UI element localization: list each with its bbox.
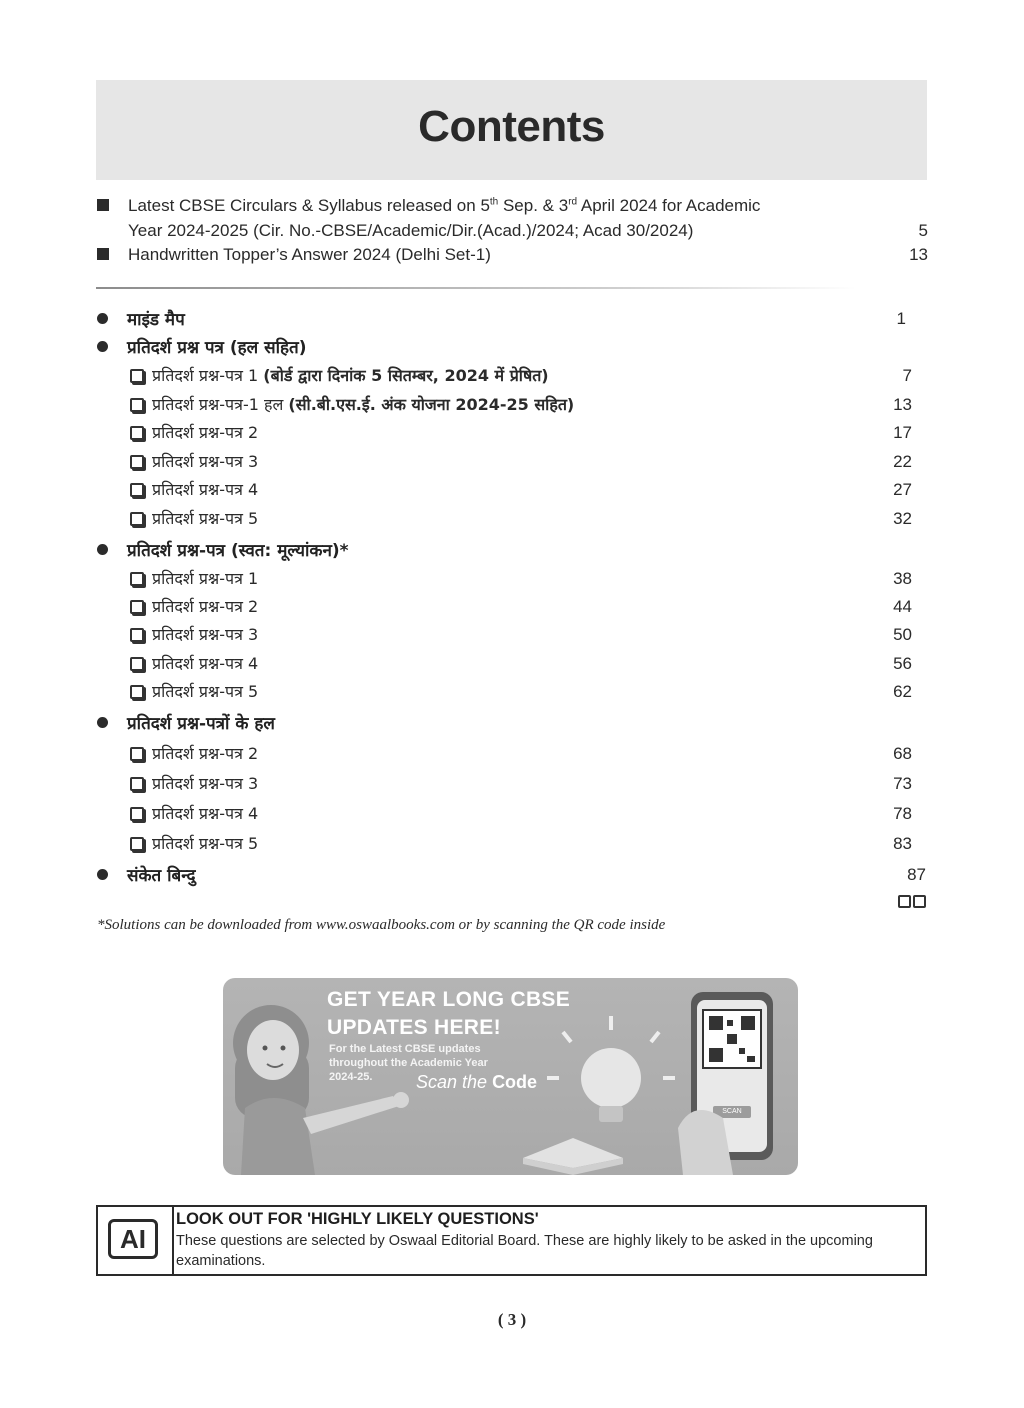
page-number: 62 xyxy=(893,682,912,701)
page-number: 56 xyxy=(893,654,912,673)
end-marker-icon xyxy=(896,895,926,913)
page-number: 38 xyxy=(893,569,912,588)
toc-item[interactable]: प्रतिदर्श प्रश्न-पत्र 5 xyxy=(152,509,259,528)
page-title: Contents xyxy=(418,102,605,151)
footnote: *Solutions can be downloaded from www.oswaalbooks.com or by scanning the QR code inside xyxy=(97,917,666,933)
page-number: 83 xyxy=(893,834,912,853)
square-bullet-icon xyxy=(97,248,109,260)
bullet-icon xyxy=(97,341,108,352)
page-number: 50 xyxy=(893,625,912,644)
page-number: 22 xyxy=(893,452,912,471)
highly-likely-questions-note xyxy=(96,1205,927,1276)
checkbox-icon xyxy=(130,455,144,469)
checkbox-icon xyxy=(130,777,144,791)
section-mind-map[interactable]: माइंड मैप xyxy=(127,310,185,330)
checkbox-icon xyxy=(130,600,144,614)
page-number: 13 xyxy=(909,245,928,264)
toc-item[interactable]: प्रतिदर्श प्रश्न-पत्र 2 xyxy=(152,423,259,442)
page-number: 78 xyxy=(893,804,912,823)
ai-icon-cell xyxy=(98,1207,174,1274)
toc-item-topper-answer[interactable]: Handwritten Topper’s Answer 2024 (Delhi Set-1) xyxy=(128,245,491,264)
toc-item[interactable]: प्रतिदर्श प्रश्न-पत्र 2 xyxy=(152,597,259,616)
divider xyxy=(96,287,856,289)
checkbox-icon xyxy=(130,747,144,761)
page-number: 27 xyxy=(893,480,912,499)
checkbox-icon xyxy=(130,628,144,642)
banner-headline: GET YEAR LONG CBSE UPDATES HERE! xyxy=(327,988,571,1039)
checkbox-icon xyxy=(130,572,144,586)
toc-item-circulars[interactable]: Latest CBSE Circulars & Syllabus released on 5th Sep. & 3rd April 2024 for Academic xyxy=(128,196,761,215)
scan-the-code: Scan the Code xyxy=(416,1072,538,1092)
toc-item[interactable]: प्रतिदर्श प्रश्न-पत्र 2 xyxy=(152,744,259,763)
toc-item[interactable]: प्रतिदर्श प्रश्न-पत्र 3 xyxy=(152,774,259,793)
page-number: 17 xyxy=(893,423,912,442)
checkbox-icon xyxy=(130,512,144,526)
ai-note-title: LOOK OUT FOR 'HIGHLY LIKELY QUESTIONS' xyxy=(176,1210,539,1228)
bullet-icon xyxy=(97,544,108,555)
page-number: 1 xyxy=(896,309,906,328)
toc-item[interactable]: प्रतिदर्श प्रश्न-पत्र 4 xyxy=(152,480,259,499)
section-self-assessment: प्रतिदर्श प्रश्न-पत्र (स्वत: मूल्यांकन)* xyxy=(127,541,349,561)
toc-item[interactable]: प्रतिदर्श प्रश्न-पत्र 4 xyxy=(152,654,259,673)
contents-header xyxy=(96,80,927,180)
page-number: 73 xyxy=(893,774,912,793)
page-number: 5 xyxy=(918,221,928,240)
section-hints[interactable]: संकेत बिन्दु xyxy=(127,866,196,886)
section-solutions: प्रतिदर्श प्रश्न-पत्रों के हल xyxy=(127,714,275,734)
page-number: 13 xyxy=(893,395,912,414)
page-number: 32 xyxy=(893,509,912,528)
page-footer-number: ( 3 ) xyxy=(497,1310,527,1329)
ai-icon: AI xyxy=(108,1219,158,1259)
toc-item[interactable]: प्रतिदर्श प्रश्न-पत्र 5 xyxy=(152,682,259,701)
checkbox-icon xyxy=(130,369,144,383)
cbse-updates-banner[interactable] xyxy=(223,978,798,1175)
toc-item[interactable]: प्रतिदर्श प्रश्न-पत्र 5 xyxy=(152,834,259,853)
banner-subtext: For the Latest CBSE updates throughout the Academic Year 2024-25. xyxy=(329,1043,488,1083)
page-number: 87 xyxy=(907,865,926,884)
checkbox-icon xyxy=(130,426,144,440)
bullet-icon xyxy=(97,869,108,880)
square-bullet-icon xyxy=(97,199,109,211)
page-number: 7 xyxy=(902,366,912,385)
checkbox-icon xyxy=(130,837,144,851)
bullet-icon xyxy=(97,313,108,324)
checkbox-icon xyxy=(130,657,144,671)
ai-note-text: These questions are selected by Oswaal Editorial Board. These are highly likely to be asked in the upcoming examinations. xyxy=(176,1233,873,1269)
toc-item[interactable]: प्रतिदर्श प्रश्न-पत्र 4 xyxy=(152,804,259,823)
checkbox-icon xyxy=(130,398,144,412)
checkbox-icon xyxy=(130,807,144,821)
checkbox-icon xyxy=(130,483,144,497)
page-number: 68 xyxy=(893,744,912,763)
toc-item[interactable]: प्रतिदर्श प्रश्न-पत्र 1 xyxy=(152,569,259,588)
toc-item[interactable]: प्रतिदर्श प्रश्न-पत्र 3 xyxy=(152,625,259,644)
section-solved-papers: प्रतिदर्श प्रश्न पत्र (हल सहित) xyxy=(127,338,307,358)
toc-item[interactable]: प्रतिदर्श प्रश्न-पत्र 3 xyxy=(152,452,259,471)
checkbox-icon xyxy=(130,685,144,699)
toc-item-circulars-line2[interactable]: Year 2024-2025 (Cir. No.-CBSE/Academic/Dir.(Acad.)/2024; Acad 30/2024) xyxy=(128,221,694,240)
toc-item[interactable]: प्रतिदर्श प्रश्न-पत्र-1 हल (सी.बी.एस.ई. अंक योजना 2024-25 सहित) xyxy=(152,395,575,414)
phone-scan-button: SCAN xyxy=(722,1108,742,1115)
toc-item[interactable]: प्रतिदर्श प्रश्न-पत्र 1 (बोर्ड द्वारा दिनांक 5 सितम्बर, 2024 में प्रेषित) xyxy=(152,366,549,385)
page-number: 44 xyxy=(893,597,912,616)
bullet-icon xyxy=(97,717,108,728)
